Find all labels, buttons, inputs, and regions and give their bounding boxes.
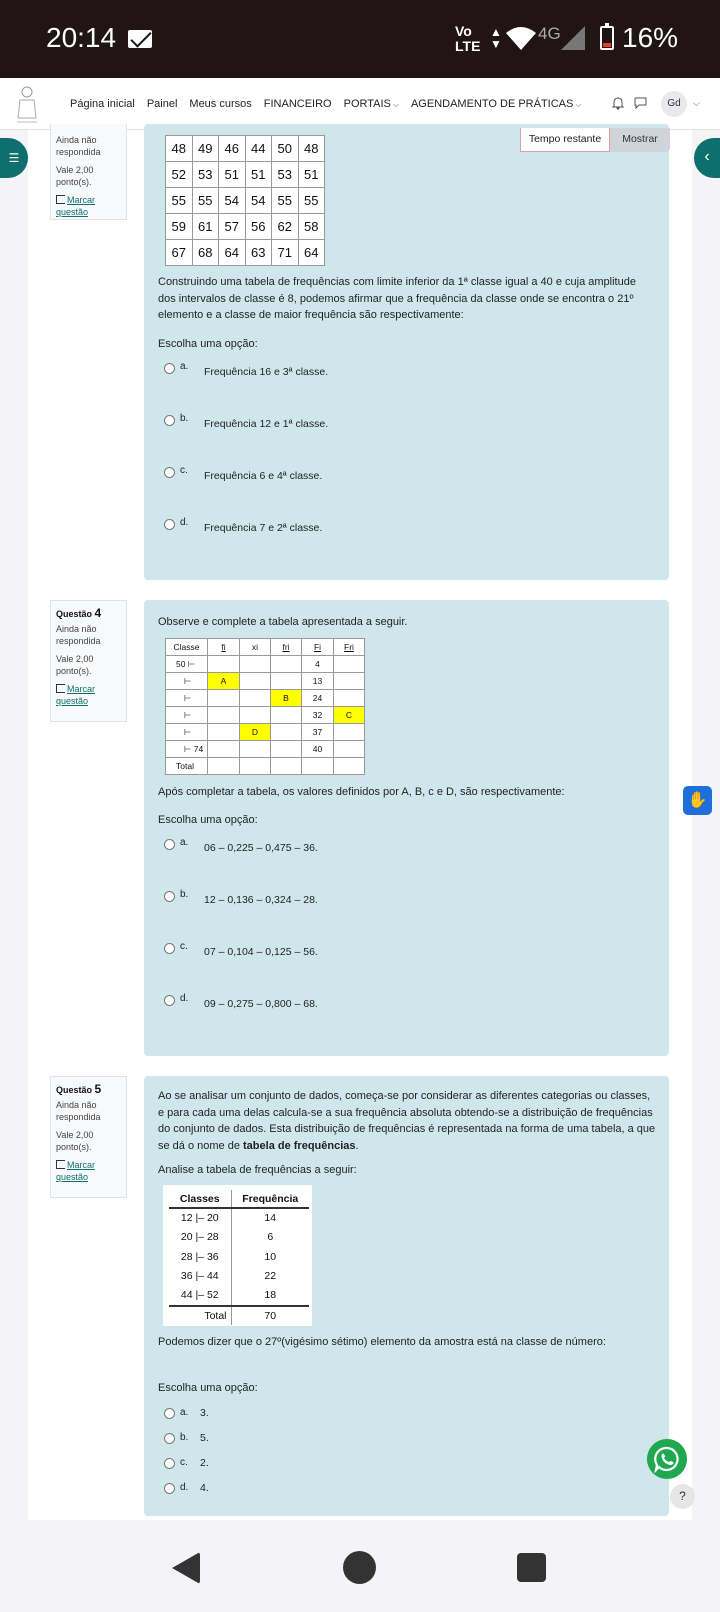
table-row	[166, 240, 325, 266]
course-index-toggle[interactable]	[0, 138, 28, 178]
option-text: 4.	[200, 1482, 209, 1494]
table-cell: Total	[166, 758, 208, 775]
table-total-row	[169, 1306, 309, 1326]
table-row	[166, 136, 325, 162]
table-cell	[240, 690, 271, 707]
choose-option-label: Escolha uma opção:	[158, 338, 258, 350]
header-cell	[271, 639, 302, 656]
question-5-text: Podemos dizer que o 27º(vigésimo sétimo) elemento da amostra está na classe de número:	[158, 1336, 606, 1348]
radio-button[interactable]	[164, 1433, 175, 1444]
table-cell	[208, 656, 240, 673]
table-cell	[240, 741, 271, 758]
header-cell: Classe	[166, 639, 208, 656]
table-cell: 64	[219, 240, 246, 266]
option-letter: a.	[180, 837, 189, 848]
sign-language-icon: ✋	[687, 792, 708, 809]
table-cell: 32	[302, 707, 334, 724]
radio-button[interactable]	[164, 839, 175, 850]
table-cell	[271, 724, 302, 741]
table-cell	[271, 656, 302, 673]
signal-icon	[561, 26, 585, 50]
table-row	[169, 1208, 309, 1228]
table-cell	[208, 707, 240, 724]
option-text: 07 – 0,104 – 0,125 – 56.	[204, 946, 318, 958]
table-cell: 10	[264, 1250, 277, 1263]
radio-button[interactable]	[164, 1408, 175, 1419]
clock: 20:14	[46, 22, 117, 53]
table-row	[166, 673, 365, 690]
option-letter: d.	[180, 517, 189, 528]
header-cell: xi	[240, 639, 271, 656]
table-cell: 55	[192, 188, 219, 214]
option-text: Frequência 6 e 4ª classe.	[204, 470, 323, 482]
table-cell	[334, 673, 365, 690]
chevron-down-icon: ⌵	[575, 100, 582, 109]
nav-scheduling-label: AGENDAMENTO DE PRÁTICAS	[410, 98, 574, 110]
table-cell: 51	[245, 162, 272, 188]
table-row	[166, 758, 365, 775]
table-row	[169, 1247, 309, 1267]
nav-scheduling[interactable]	[411, 98, 581, 110]
total-label: Total	[169, 1306, 231, 1326]
wifi-icon	[505, 24, 537, 52]
table-cell	[334, 741, 365, 758]
table-cell: C	[334, 707, 365, 724]
table-cell: 37	[302, 724, 334, 741]
table-cell: 56	[245, 214, 272, 240]
table-cell	[240, 707, 271, 724]
option-letter: d.	[180, 1482, 189, 1493]
table-cell: 20 |– 28	[169, 1228, 231, 1248]
option-letter: b.	[180, 413, 189, 424]
table-cell: 51	[298, 162, 325, 188]
table-cell	[240, 758, 271, 775]
home-icon[interactable]	[343, 1551, 376, 1584]
class-frequency-table	[165, 638, 365, 775]
option-letter: a.	[180, 1407, 189, 1418]
table-cell: 36 |– 44	[169, 1267, 231, 1287]
avatar[interactable]: Gd	[661, 91, 687, 117]
nav-home[interactable]: Página inicial	[70, 98, 135, 110]
table-cell: 4	[302, 656, 334, 673]
show-timer-button[interactable]: Mostrar	[610, 128, 670, 152]
table-cell: 14	[264, 1212, 277, 1225]
table-cell: 58	[298, 214, 325, 240]
table-cell	[271, 758, 302, 775]
table-cell: 51	[219, 162, 246, 188]
block-drawer-toggle[interactable]	[694, 138, 720, 178]
table-cell: ⊢ 74	[166, 741, 208, 758]
data-grid-table	[165, 135, 325, 266]
table-cell	[334, 656, 365, 673]
flag-label: Marcar questão	[56, 684, 96, 706]
table-cell: 53	[192, 162, 219, 188]
choose-option-label: Escolha uma opção:	[158, 1382, 258, 1394]
help-button[interactable]: ?	[670, 1484, 695, 1509]
network-type: 4G	[538, 24, 561, 43]
table-cell: 44	[245, 136, 272, 162]
table-row	[166, 724, 365, 741]
question-grade: Vale 2,00 ponto(s).	[56, 1130, 94, 1152]
question-state: Ainda não respondida	[56, 1100, 101, 1122]
nav-my-courses[interactable]: Meus cursos	[189, 98, 252, 110]
volte-indicator: Vo LTE	[455, 23, 481, 54]
table-header-row	[169, 1190, 309, 1208]
chat-icon[interactable]	[634, 97, 647, 109]
frequency-table	[163, 1185, 312, 1326]
status-bar	[0, 0, 720, 78]
option-letter: a.	[180, 361, 189, 372]
bell-icon[interactable]	[612, 97, 624, 110]
chevron-down-icon: ⌵	[392, 100, 399, 109]
radio-button[interactable]	[164, 467, 175, 478]
table-cell: ⊢	[166, 707, 208, 724]
accessibility-button[interactable]	[683, 786, 712, 815]
battery-icon	[600, 26, 614, 50]
table-cell: 63	[245, 240, 272, 266]
radio-button[interactable]	[164, 415, 175, 426]
header-cell	[302, 639, 334, 656]
back-icon[interactable]	[172, 1552, 200, 1584]
option-letter: d.	[180, 993, 189, 1004]
table-header-row	[166, 639, 365, 656]
table-cell: 52	[166, 162, 193, 188]
question-3-text: Construindo uma tabela de frequências com limite inferior da 1ª classe igual a 40 e cuja amplitude dos intervalos de classe é 8, podemos afirmar que a frequência da classe onde se encontra o 21º elemento e a classe de maior frequência são respectivamente:	[158, 276, 636, 321]
intro-end: .	[355, 1139, 359, 1152]
header-text: Fi	[313, 642, 322, 652]
table-cell: 55	[166, 188, 193, 214]
question-5-info	[50, 1076, 127, 1198]
table-cell: 28 |– 36	[169, 1247, 231, 1267]
table-cell: 54	[245, 188, 272, 214]
option-text: 12 – 0,136 – 0,324 – 28.	[204, 894, 318, 906]
option-text: 3.	[200, 1407, 209, 1419]
table-cell: 61	[192, 214, 219, 240]
radio-button[interactable]	[164, 1458, 175, 1469]
table-row	[166, 656, 365, 673]
table-cell: 68	[192, 240, 219, 266]
radio-button[interactable]	[164, 943, 175, 954]
table-cell: ⊢	[166, 724, 208, 741]
flag-icon	[56, 1160, 65, 1169]
table-cell: A	[208, 673, 240, 690]
radio-button[interactable]	[164, 519, 175, 530]
question-3-info	[50, 124, 127, 220]
data-arrows-icon: ▲ ▼	[490, 25, 502, 51]
table-row	[166, 741, 365, 758]
header-text: fi	[221, 642, 226, 652]
table-row	[166, 214, 325, 240]
chevron-down-icon[interactable]: ⌵	[693, 98, 700, 108]
question-number	[56, 1083, 121, 1096]
question-number-value: 5	[94, 1082, 102, 1096]
table-cell: 13	[302, 673, 334, 690]
table-cell: D	[240, 724, 271, 741]
chevron-left-icon: ‹	[704, 148, 710, 165]
table-cell: 6	[267, 1231, 274, 1244]
option-letter: b.	[180, 1432, 189, 1443]
site-logo[interactable]	[14, 84, 40, 124]
nav-financial[interactable]: FINANCEIRO	[263, 98, 332, 110]
flag-question-link[interactable]	[56, 683, 121, 707]
question-4-text: Observe e complete a tabela apresentada a seguir.	[158, 616, 408, 628]
choose-option-label: Escolha uma opção:	[158, 814, 258, 826]
table-cell: 24	[302, 690, 334, 707]
table-row	[169, 1286, 309, 1306]
system-navigation-bar	[0, 1520, 720, 1612]
battery-percent: 16%	[622, 22, 679, 53]
table-row	[166, 162, 325, 188]
question-state: Ainda não respondida	[56, 135, 101, 157]
option-letter: c.	[180, 941, 188, 952]
radio-button[interactable]	[164, 995, 175, 1006]
option-text: Frequência 7 e 2ª classe.	[204, 522, 323, 534]
table-cell: 40	[302, 741, 334, 758]
table-cell: 48	[166, 136, 193, 162]
option-text: 09 – 0,275 – 0,800 – 68.	[204, 998, 318, 1010]
option-letter: c.	[180, 465, 188, 476]
flag-label: Marcar questão	[56, 1160, 96, 1182]
table-cell	[240, 673, 271, 690]
table-cell: 50 ⊢	[166, 656, 208, 673]
question-label: Questão	[56, 609, 93, 619]
table-cell: 55	[272, 188, 299, 214]
question-state: Ainda não respondida	[56, 624, 101, 646]
recent-apps-icon[interactable]	[517, 1553, 546, 1582]
option-text: 2.	[200, 1457, 209, 1469]
flag-label: Marcar questão	[56, 195, 96, 217]
question-grade: Vale 2,00 ponto(s).	[56, 165, 94, 187]
flag-icon	[56, 195, 65, 204]
flag-icon	[56, 684, 65, 693]
question-4-info	[50, 600, 127, 722]
header-cell: Frequência	[231, 1190, 309, 1208]
intro-text: Ao se analisar um conjunto de dados, começa-se por considerar as diferentes categorias ou classes, e para cada uma delas calcula-se a sua frequência absoluta obtendo-se a distribuição de frequências do conjunto de dados. Esta distribuição de frequências é representada na forma de uma tabela, a que se dá o nome de	[158, 1090, 656, 1152]
nav-portals[interactable]	[344, 98, 399, 110]
table-cell	[271, 741, 302, 758]
table-cell: 64	[298, 240, 325, 266]
radio-button[interactable]	[164, 891, 175, 902]
table-cell	[208, 741, 240, 758]
time-remaining-label: Tempo restante	[520, 128, 610, 152]
table-cell	[334, 724, 365, 741]
flag-question-link[interactable]	[56, 1159, 121, 1183]
table-cell: 71	[272, 240, 299, 266]
question-4-after-text: Após completar a tabela, os valores definidos por A, B, c e D, são respectivamente:	[158, 786, 565, 798]
table-cell: 48	[298, 136, 325, 162]
table-row	[166, 188, 325, 214]
table-cell: 18	[264, 1289, 277, 1302]
table-cell	[208, 690, 240, 707]
table-row	[169, 1228, 309, 1248]
nav-dashboard[interactable]: Painel	[146, 98, 178, 110]
table-cell: ⊢	[166, 690, 208, 707]
option-letter: c.	[180, 1457, 188, 1468]
table-row	[166, 707, 365, 724]
table-cell: ⊢	[166, 673, 208, 690]
intro-bold: tabela de frequências	[243, 1139, 356, 1152]
table-row	[169, 1267, 309, 1287]
table-cell: 44 |– 52	[169, 1286, 231, 1306]
table-cell	[240, 656, 271, 673]
table-cell	[271, 673, 302, 690]
option-text: Frequência 12 e 1ª classe.	[204, 418, 329, 430]
table-cell	[208, 758, 240, 775]
table-cell: 62	[272, 214, 299, 240]
table-cell: 55	[298, 188, 325, 214]
header-cell	[208, 639, 240, 656]
header-cell	[334, 639, 365, 656]
analyze-label: Analise a tabela de frequências a seguir:	[158, 1164, 357, 1176]
table-cell	[271, 707, 302, 724]
flag-question-link[interactable]	[56, 194, 121, 218]
table-cell: 53	[272, 162, 299, 188]
option-text: Frequência 16 e 3ª classe.	[204, 366, 329, 378]
header-text: fri	[282, 642, 290, 652]
header-cell: Classes	[169, 1190, 231, 1208]
top-navbar	[0, 78, 720, 130]
table-cell	[302, 758, 334, 775]
question-5-intro	[158, 1088, 658, 1154]
table-cell: 54	[219, 188, 246, 214]
radio-button[interactable]	[164, 363, 175, 374]
mail-icon	[128, 30, 152, 48]
table-cell: 59	[166, 214, 193, 240]
question-number-value: 4	[94, 606, 102, 620]
table-cell: B	[271, 690, 302, 707]
table-cell: 50	[272, 136, 299, 162]
radio-button[interactable]	[164, 1483, 175, 1494]
table-cell: 67	[166, 240, 193, 266]
whatsapp-icon[interactable]	[647, 1439, 687, 1479]
nav-portals-label: PORTAIS	[343, 98, 391, 110]
table-cell: 57	[219, 214, 246, 240]
table-cell	[334, 690, 365, 707]
question-grade: Vale 2,00 ponto(s).	[56, 654, 94, 676]
option-text: 06 – 0,225 – 0,475 – 36.	[204, 842, 318, 854]
question-number	[56, 607, 121, 620]
option-text: 5.	[200, 1432, 209, 1444]
list-icon: ☰	[8, 151, 20, 165]
header-text: Fri	[344, 642, 354, 652]
table-cell: 46	[219, 136, 246, 162]
table-cell: 49	[192, 136, 219, 162]
table-row	[166, 690, 365, 707]
question-label: Questão	[56, 1085, 93, 1095]
table-cell: 22	[264, 1270, 277, 1283]
total-value: 70	[231, 1306, 309, 1326]
option-letter: b.	[180, 889, 189, 900]
table-cell	[334, 758, 365, 775]
table-cell: 12 |– 20	[169, 1208, 231, 1228]
table-cell	[208, 724, 240, 741]
